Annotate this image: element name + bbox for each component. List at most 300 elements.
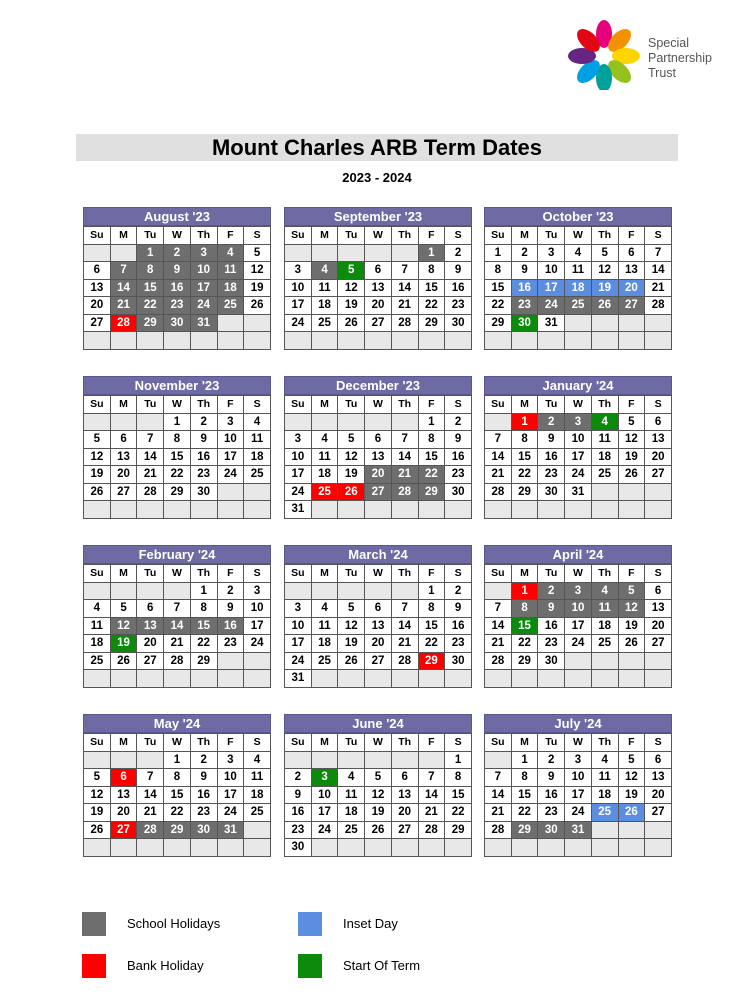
day-cell: 18 [311, 297, 338, 315]
empty-cell [418, 670, 445, 688]
empty-cell [445, 332, 472, 350]
empty-cell [565, 332, 592, 350]
day-cell: 16 [285, 804, 312, 822]
day-cell: 25 [311, 314, 338, 332]
start-swatch [298, 954, 322, 978]
weekday-header: M [110, 227, 137, 245]
weekday-header: Tu [137, 734, 164, 752]
weekday-header: W [565, 734, 592, 752]
month-calendar [484, 545, 672, 688]
day-cell: 16 [538, 786, 565, 804]
day-cell: 15 [137, 279, 164, 297]
empty-cell [391, 332, 418, 350]
day-cell: 20 [110, 804, 137, 822]
empty-cell [365, 413, 392, 431]
day-cell: 26 [338, 483, 365, 501]
empty-cell [311, 244, 338, 262]
weekday-header: M [311, 565, 338, 583]
day-cell: 11 [591, 431, 618, 449]
day-cell: 11 [591, 600, 618, 618]
empty-cell [391, 670, 418, 688]
empty-cell [645, 314, 672, 332]
empty-cell [618, 483, 645, 501]
day-cell: 25 [217, 297, 244, 315]
day-cell: 14 [391, 617, 418, 635]
day-cell: 11 [565, 262, 592, 280]
day-cell: 14 [391, 279, 418, 297]
day-cell: 4 [311, 262, 338, 280]
weekday-header: Su [285, 734, 312, 752]
month-calendar [83, 207, 271, 350]
day-cell: 22 [190, 635, 217, 653]
day-cell: 20 [618, 279, 645, 297]
day-cell: 12 [618, 431, 645, 449]
empty-cell [365, 670, 392, 688]
day-cell: 16 [511, 279, 538, 297]
empty-cell [338, 751, 365, 769]
empty-cell [445, 670, 472, 688]
day-cell: 16 [164, 279, 191, 297]
month-title: November '23 [83, 376, 271, 395]
weekday-header: F [618, 565, 645, 583]
day-cell: 4 [338, 769, 365, 787]
day-cell: 3 [285, 431, 312, 449]
empty-cell [591, 314, 618, 332]
day-cell: 27 [110, 483, 137, 501]
empty-cell [485, 501, 512, 519]
day-cell: 24 [244, 635, 271, 653]
empty-cell [645, 332, 672, 350]
day-cell: 30 [538, 652, 565, 670]
day-cell: 17 [311, 804, 338, 822]
empty-cell [164, 582, 191, 600]
day-cell: 8 [511, 600, 538, 618]
day-cell: 18 [591, 448, 618, 466]
day-cell: 23 [217, 635, 244, 653]
day-cell: 28 [137, 821, 164, 839]
empty-cell [285, 332, 312, 350]
day-cell: 27 [365, 652, 392, 670]
day-cell: 3 [217, 751, 244, 769]
day-cell: 30 [445, 483, 472, 501]
day-cell: 5 [365, 769, 392, 787]
day-cell: 8 [445, 769, 472, 787]
day-cell: 2 [538, 751, 565, 769]
weekday-header: M [110, 734, 137, 752]
empty-cell [365, 839, 392, 857]
weekday-header: M [110, 396, 137, 414]
day-cell: 18 [591, 786, 618, 804]
empty-cell [445, 501, 472, 519]
day-cell: 12 [110, 617, 137, 635]
empty-cell [365, 332, 392, 350]
day-cell: 15 [164, 448, 191, 466]
month-title: October '23 [484, 207, 672, 226]
day-cell: 19 [365, 804, 392, 822]
empty-cell [217, 501, 244, 519]
day-cell: 28 [418, 821, 445, 839]
day-cell: 17 [244, 617, 271, 635]
day-cell: 17 [565, 617, 592, 635]
day-cell: 21 [137, 466, 164, 484]
day-cell: 27 [618, 297, 645, 315]
day-cell: 26 [84, 821, 111, 839]
weekday-header: Tu [137, 565, 164, 583]
org-line-2: Partnership [648, 51, 712, 65]
empty-cell [311, 332, 338, 350]
day-cell: 5 [244, 244, 271, 262]
month-title: February '24 [83, 545, 271, 564]
day-cell: 29 [164, 483, 191, 501]
day-cell: 13 [84, 279, 111, 297]
empty-cell [565, 670, 592, 688]
org-line-3: Trust [648, 66, 677, 80]
day-cell: 31 [565, 483, 592, 501]
day-cell: 5 [591, 244, 618, 262]
empty-cell [565, 501, 592, 519]
day-cell: 13 [110, 786, 137, 804]
month-calendar [284, 207, 472, 350]
empty-cell [485, 413, 512, 431]
weekday-header: Th [391, 227, 418, 245]
day-cell: 14 [418, 786, 445, 804]
day-cell: 18 [311, 466, 338, 484]
day-cell: 15 [511, 786, 538, 804]
day-cell: 2 [511, 244, 538, 262]
day-cell: 7 [485, 600, 512, 618]
weekday-header: S [244, 734, 271, 752]
empty-cell [485, 332, 512, 350]
day-cell: 9 [538, 769, 565, 787]
page-subtitle: 2023 - 2024 [342, 170, 412, 185]
day-cell: 9 [164, 262, 191, 280]
day-cell: 7 [418, 769, 445, 787]
day-cell: 7 [137, 431, 164, 449]
empty-cell [164, 501, 191, 519]
weekday-header: F [618, 734, 645, 752]
day-cell: 20 [137, 635, 164, 653]
day-cell: 29 [418, 483, 445, 501]
empty-cell [190, 332, 217, 350]
day-cell: 28 [645, 297, 672, 315]
day-cell: 12 [244, 262, 271, 280]
weekday-header: W [164, 565, 191, 583]
day-cell: 14 [485, 617, 512, 635]
weekday-header: Su [485, 396, 512, 414]
day-cell: 8 [164, 769, 191, 787]
empty-cell [84, 244, 111, 262]
day-cell: 30 [538, 483, 565, 501]
weekday-header: Su [485, 734, 512, 752]
empty-cell [485, 670, 512, 688]
day-cell: 1 [137, 244, 164, 262]
day-cell: 21 [391, 466, 418, 484]
day-cell: 22 [511, 635, 538, 653]
day-cell: 1 [511, 582, 538, 600]
weekday-header: Su [285, 396, 312, 414]
day-cell: 22 [445, 804, 472, 822]
day-cell: 17 [217, 448, 244, 466]
day-cell: 5 [618, 751, 645, 769]
day-cell: 30 [538, 821, 565, 839]
day-cell: 27 [391, 821, 418, 839]
day-cell: 10 [565, 769, 592, 787]
weekday-header: M [311, 396, 338, 414]
day-cell: 14 [164, 617, 191, 635]
day-cell: 15 [164, 786, 191, 804]
weekday-header: Th [391, 565, 418, 583]
empty-cell [511, 670, 538, 688]
day-cell: 2 [190, 751, 217, 769]
day-cell: 4 [591, 413, 618, 431]
weekday-header: Th [190, 734, 217, 752]
day-cell: 7 [645, 244, 672, 262]
flower-icon [566, 14, 646, 90]
day-cell: 21 [391, 635, 418, 653]
day-cell: 20 [391, 804, 418, 822]
org-name [648, 36, 712, 81]
day-cell: 24 [565, 635, 592, 653]
weekday-header: W [565, 396, 592, 414]
day-cell: 20 [645, 448, 672, 466]
day-cell: 2 [445, 413, 472, 431]
day-cell: 12 [338, 617, 365, 635]
day-cell: 9 [445, 600, 472, 618]
empty-cell [485, 582, 512, 600]
empty-cell [365, 501, 392, 519]
empty-cell [591, 501, 618, 519]
empty-cell [190, 839, 217, 857]
empty-cell [618, 501, 645, 519]
day-cell: 30 [511, 314, 538, 332]
empty-cell [645, 483, 672, 501]
day-cell: 8 [418, 600, 445, 618]
day-cell: 10 [244, 600, 271, 618]
day-cell: 6 [645, 413, 672, 431]
day-cell: 6 [365, 600, 392, 618]
day-cell: 17 [285, 635, 312, 653]
empty-cell [244, 332, 271, 350]
day-cell: 22 [485, 297, 512, 315]
weekday-header: S [645, 227, 672, 245]
day-cell: 4 [84, 600, 111, 618]
day-cell: 2 [445, 244, 472, 262]
day-cell: 21 [137, 804, 164, 822]
day-cell: 18 [217, 279, 244, 297]
day-cell: 7 [110, 262, 137, 280]
day-cell: 25 [338, 821, 365, 839]
empty-cell [137, 670, 164, 688]
day-cell: 23 [190, 804, 217, 822]
empty-cell [84, 582, 111, 600]
weekday-header: Su [485, 227, 512, 245]
empty-cell [84, 839, 111, 857]
day-cell: 6 [645, 582, 672, 600]
empty-cell [511, 501, 538, 519]
day-cell: 13 [365, 279, 392, 297]
day-cell: 29 [511, 821, 538, 839]
empty-cell [338, 670, 365, 688]
day-cell: 26 [365, 821, 392, 839]
empty-cell [311, 582, 338, 600]
empty-cell [110, 751, 137, 769]
day-cell: 2 [285, 769, 312, 787]
day-cell: 24 [311, 821, 338, 839]
day-cell: 19 [84, 804, 111, 822]
day-cell: 23 [445, 635, 472, 653]
empty-cell [217, 670, 244, 688]
day-cell: 29 [485, 314, 512, 332]
day-cell: 31 [285, 501, 312, 519]
legend-label-holidays: School Holidays [127, 916, 221, 931]
day-cell: 8 [137, 262, 164, 280]
day-cell: 20 [84, 297, 111, 315]
day-cell: 28 [485, 821, 512, 839]
day-cell: 5 [618, 413, 645, 431]
day-cell: 11 [591, 769, 618, 787]
weekday-header: S [445, 734, 472, 752]
day-cell: 29 [511, 483, 538, 501]
holiday-swatch [82, 912, 106, 936]
weekday-header: W [565, 227, 592, 245]
day-cell: 5 [84, 769, 111, 787]
day-cell: 17 [285, 297, 312, 315]
day-cell: 9 [190, 769, 217, 787]
weekday-header: Th [190, 565, 217, 583]
day-cell: 21 [418, 804, 445, 822]
day-cell: 11 [311, 448, 338, 466]
day-cell: 1 [190, 582, 217, 600]
empty-cell [217, 652, 244, 670]
day-cell: 17 [538, 279, 565, 297]
day-cell: 30 [190, 821, 217, 839]
day-cell: 1 [418, 244, 445, 262]
day-cell: 12 [338, 279, 365, 297]
weekday-header: W [164, 734, 191, 752]
day-cell: 1 [164, 751, 191, 769]
day-cell: 14 [485, 786, 512, 804]
day-cell: 21 [485, 635, 512, 653]
empty-cell [565, 839, 592, 857]
day-cell: 27 [645, 635, 672, 653]
weekday-header: W [365, 734, 392, 752]
day-cell: 9 [511, 262, 538, 280]
weekday-header: M [311, 734, 338, 752]
weekday-header: Tu [338, 565, 365, 583]
day-cell: 10 [285, 448, 312, 466]
day-cell: 13 [137, 617, 164, 635]
weekday-header: Tu [538, 565, 565, 583]
day-cell: 23 [511, 297, 538, 315]
day-cell: 6 [365, 431, 392, 449]
day-cell: 28 [391, 314, 418, 332]
day-cell: 6 [391, 769, 418, 787]
day-cell: 5 [338, 431, 365, 449]
day-cell: 11 [84, 617, 111, 635]
weekday-header: S [445, 565, 472, 583]
day-cell: 4 [244, 751, 271, 769]
day-cell: 13 [391, 786, 418, 804]
empty-cell [645, 652, 672, 670]
weekday-header: S [645, 565, 672, 583]
day-cell: 6 [110, 431, 137, 449]
weekday-header: W [164, 227, 191, 245]
day-cell: 12 [365, 786, 392, 804]
day-cell: 2 [164, 244, 191, 262]
day-cell: 24 [565, 804, 592, 822]
day-cell: 30 [445, 314, 472, 332]
day-cell: 28 [110, 314, 137, 332]
empty-cell [445, 839, 472, 857]
day-cell: 7 [164, 600, 191, 618]
day-cell: 1 [445, 751, 472, 769]
day-cell: 19 [618, 786, 645, 804]
empty-cell [164, 839, 191, 857]
day-cell: 24 [190, 297, 217, 315]
day-cell: 28 [485, 652, 512, 670]
day-cell: 28 [391, 652, 418, 670]
day-cell: 16 [190, 786, 217, 804]
day-cell: 29 [164, 821, 191, 839]
day-cell: 5 [84, 431, 111, 449]
month-calendar [484, 207, 672, 350]
weekday-header: W [365, 565, 392, 583]
day-cell: 30 [164, 314, 191, 332]
day-cell: 14 [110, 279, 137, 297]
empty-cell [244, 483, 271, 501]
empty-cell [338, 332, 365, 350]
empty-cell [137, 839, 164, 857]
day-cell: 27 [645, 466, 672, 484]
day-cell: 7 [391, 262, 418, 280]
empty-cell [311, 751, 338, 769]
day-cell: 14 [137, 448, 164, 466]
weekday-header: F [418, 396, 445, 414]
empty-cell [591, 839, 618, 857]
weekday-header: Tu [538, 396, 565, 414]
empty-cell [244, 652, 271, 670]
day-cell: 22 [511, 804, 538, 822]
weekday-header: Su [84, 565, 111, 583]
day-cell: 17 [565, 786, 592, 804]
day-cell: 11 [338, 786, 365, 804]
day-cell: 26 [338, 652, 365, 670]
day-cell: 10 [565, 431, 592, 449]
weekday-header: F [217, 734, 244, 752]
empty-cell [285, 413, 312, 431]
day-cell: 19 [338, 297, 365, 315]
empty-cell [418, 501, 445, 519]
weekday-header: Th [391, 734, 418, 752]
day-cell: 19 [618, 617, 645, 635]
day-cell: 11 [244, 769, 271, 787]
day-cell: 26 [618, 466, 645, 484]
empty-cell [84, 670, 111, 688]
day-cell: 3 [217, 413, 244, 431]
day-cell: 31 [190, 314, 217, 332]
day-cell: 11 [311, 617, 338, 635]
day-cell: 15 [190, 617, 217, 635]
day-cell: 14 [645, 262, 672, 280]
month-calendar [284, 376, 472, 519]
day-cell: 24 [285, 483, 312, 501]
day-cell: 10 [285, 279, 312, 297]
empty-cell [618, 821, 645, 839]
day-cell: 11 [217, 262, 244, 280]
legend [82, 912, 642, 982]
day-cell: 28 [137, 483, 164, 501]
month-title: March '24 [284, 545, 472, 564]
